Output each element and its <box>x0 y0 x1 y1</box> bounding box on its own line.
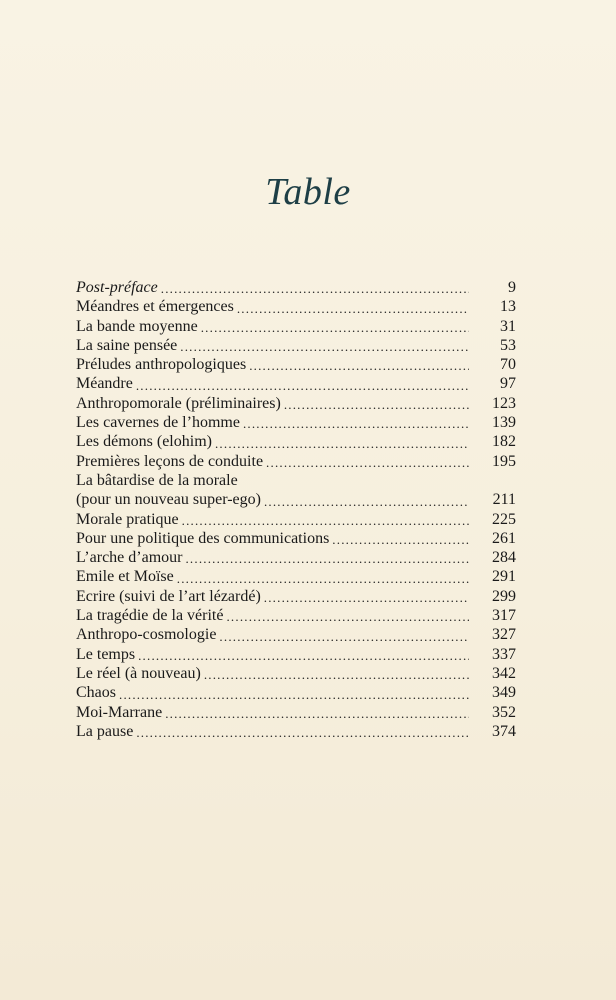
toc-entry <box>76 529 516 548</box>
toc-entry <box>76 722 516 741</box>
toc-entry-page-number: 261 <box>492 529 516 547</box>
toc-entry-page-number: 139 <box>492 414 516 432</box>
dot-leader <box>249 357 469 374</box>
dot-leader <box>136 377 469 394</box>
toc-entry <box>76 432 516 451</box>
toc-entry-page-number: 225 <box>492 510 516 528</box>
toc-entry-title: La pause <box>76 722 134 740</box>
toc-entry <box>76 394 516 413</box>
toc-entry-page-number: 9 <box>508 279 516 296</box>
toc-entry-title: Les cavernes de l’homme <box>76 414 240 432</box>
toc-entry-title: Moi-Marrane <box>76 703 163 721</box>
toc-entry-title: Le temps <box>76 645 136 663</box>
toc-entry <box>76 317 516 336</box>
dot-leader <box>266 454 469 471</box>
dot-leader <box>219 628 469 645</box>
dot-leader <box>215 435 469 452</box>
toc-entry-title: Pour une politique des communications <box>76 529 330 547</box>
toc-entry-title: (pour un nouveau super-ego) <box>76 491 261 509</box>
toc-entry-title: La saine pensée <box>76 336 178 354</box>
dot-leader <box>243 415 469 432</box>
toc-entry-page-number: 299 <box>492 587 516 605</box>
toc-entry-page-number: 70 <box>500 356 516 374</box>
toc-entry-page-number: 182 <box>492 433 516 451</box>
toc-entry-page-number: 352 <box>492 703 516 721</box>
toc-entry <box>76 374 516 393</box>
toc-entry-page-number: 317 <box>492 607 516 625</box>
toc-entry-page-number: 123 <box>492 394 516 412</box>
toc-entry <box>76 355 516 374</box>
toc-entry <box>76 625 516 644</box>
toc-entry <box>76 683 516 702</box>
toc-entry <box>76 548 516 567</box>
toc-entry-title: Le réel (à nouveau) <box>76 664 201 682</box>
dot-leader <box>226 608 469 625</box>
dot-leader <box>165 705 469 722</box>
toc-entry <box>76 510 516 529</box>
toc-entry <box>76 471 516 490</box>
toc-entry-page-number: 195 <box>492 452 516 470</box>
toc-entry <box>76 336 516 355</box>
toc-entry-title: La tragédie de la vérité <box>76 607 224 625</box>
toc-entry-title: Premières leçons de conduite <box>76 452 264 470</box>
dot-leader <box>264 493 469 510</box>
toc-entry-title: Méandres et émergences <box>76 298 234 316</box>
toc-entry-page-number: 13 <box>500 298 516 316</box>
toc-entry <box>76 490 516 509</box>
toc-entry-page-number: 337 <box>492 645 516 663</box>
toc-entry-title: Les démons (elohim) <box>76 433 212 451</box>
dot-leader <box>332 531 469 548</box>
toc-entry-page-number: 97 <box>500 375 516 393</box>
dot-leader <box>119 686 469 703</box>
dot-leader <box>264 589 469 606</box>
toc-entry-title: L’arche d’amour <box>76 549 183 567</box>
dot-leader <box>180 338 469 355</box>
toc-entry <box>76 297 516 316</box>
toc-entry-page-number: 327 <box>492 626 516 644</box>
table-of-contents <box>76 278 516 741</box>
toc-entry <box>76 278 516 297</box>
toc-entry-title: Anthropomorale (préliminaires) <box>76 394 281 412</box>
dot-leader <box>185 550 469 567</box>
toc-entry <box>76 452 516 471</box>
toc-entry-page-number: 31 <box>500 317 516 335</box>
dot-leader <box>177 570 469 587</box>
toc-entry <box>76 413 516 432</box>
toc-entry-title: Post-préface <box>76 279 158 296</box>
toc-entry-title: Chaos <box>76 684 116 702</box>
toc-entry <box>76 567 516 586</box>
dot-leader <box>284 396 469 413</box>
toc-entry-page-number: 284 <box>492 549 516 567</box>
toc-entry-title: La bande moyenne <box>76 317 198 335</box>
toc-entry-title: La bâtardise de la morale <box>76 471 238 489</box>
toc-entry <box>76 587 516 606</box>
toc-entry-title: Emile et Moïse <box>76 568 174 586</box>
toc-entry <box>76 645 516 664</box>
dot-leader <box>201 319 469 336</box>
dot-leader <box>204 666 469 683</box>
toc-entry <box>76 703 516 722</box>
page-title: Table <box>265 171 351 213</box>
toc-entry <box>76 664 516 683</box>
toc-entry-page-number: 53 <box>500 336 516 354</box>
toc-entry <box>76 606 516 625</box>
toc-entry-title: Préludes anthropologiques <box>76 356 247 374</box>
dot-leader <box>161 280 469 297</box>
toc-entry-page-number: 291 <box>492 568 516 586</box>
toc-entry-page-number: 374 <box>492 722 516 740</box>
toc-entry-title: Anthropo-cosmologie <box>76 626 217 644</box>
dot-leader <box>138 647 469 664</box>
toc-entry-title: Ecrire (suivi de l’art lézardé) <box>76 587 261 605</box>
toc-entry-title: Morale pratique <box>76 510 179 528</box>
toc-entry-page-number: 342 <box>492 664 516 682</box>
toc-entry-title: Méandre <box>76 375 133 393</box>
dot-leader <box>136 724 469 741</box>
dot-leader <box>237 300 469 317</box>
toc-entry-page-number: 211 <box>492 491 516 509</box>
dot-leader <box>182 512 469 529</box>
toc-entry-page-number: 349 <box>492 684 516 702</box>
